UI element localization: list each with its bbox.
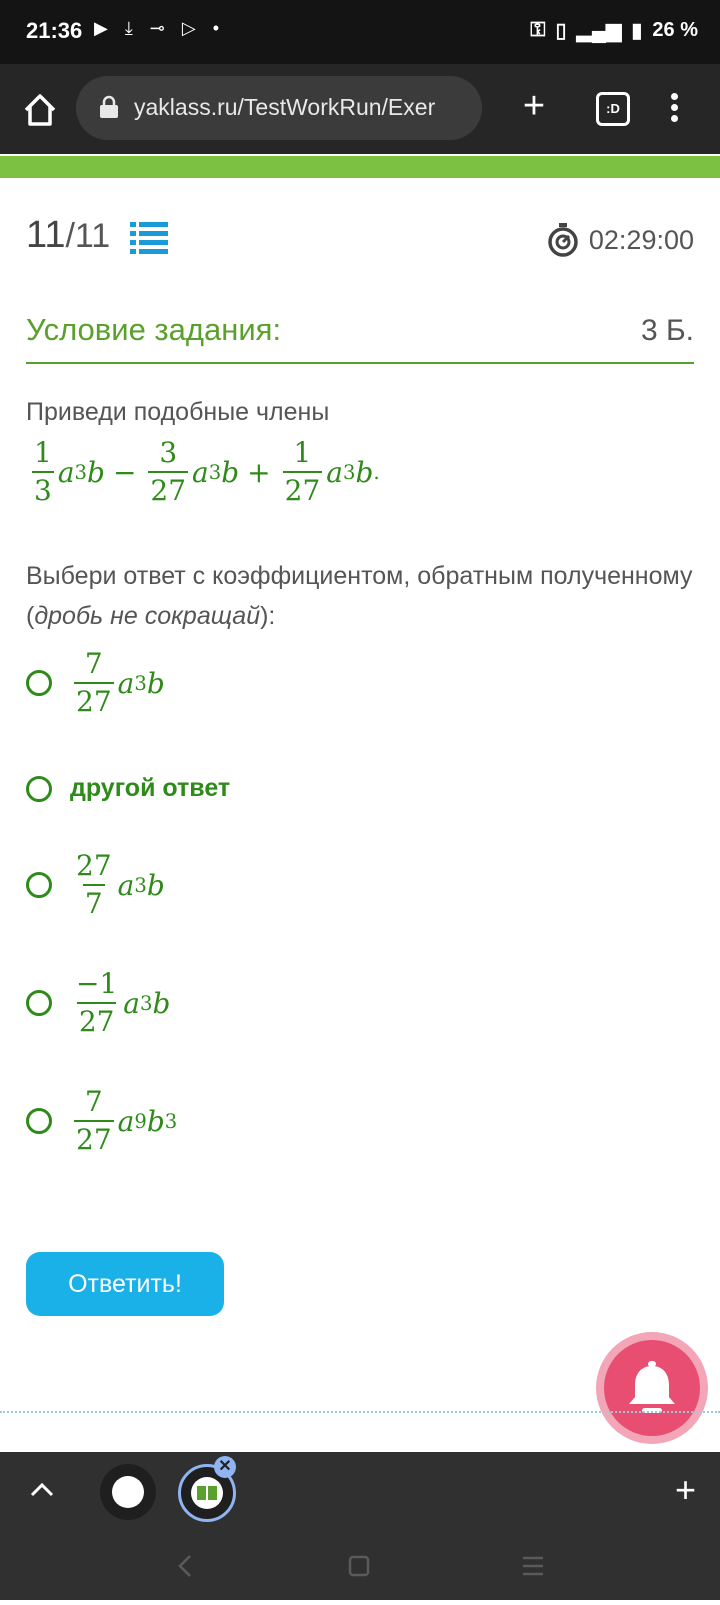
radio-button[interactable]: [26, 1108, 52, 1134]
radio-button[interactable]: [26, 872, 52, 898]
progress-bar: [0, 156, 720, 178]
answer-option-3[interactable]: $\frac{27}{7}$ a 3 b: [26, 852, 165, 918]
lock-icon: [98, 95, 120, 119]
answer-option-1[interactable]: $\frac{7}{27}$ a 3 b: [26, 650, 165, 716]
question-list-icon[interactable]: [130, 220, 168, 254]
home-icon[interactable]: [20, 90, 60, 130]
back-icon[interactable]: [180, 1556, 190, 1576]
notification-bell-button[interactable]: [604, 1340, 700, 1436]
fraction: $\frac{1}{3}$: [34, 436, 52, 507]
submit-button[interactable]: Ответить!: [26, 1252, 224, 1316]
fraction: $\frac{1}{27}$: [284, 436, 321, 507]
current-question: 11: [26, 214, 66, 256]
stopwatch-icon: [547, 222, 579, 258]
battery-icon: ▮: [631, 20, 643, 42]
section-divider: [26, 362, 694, 364]
total-questions: /11: [65, 217, 111, 255]
task-instruction: Выбери ответ с коэффициентом, обратным полученному (дробь не сокращай):: [26, 562, 693, 630]
chevron-up-icon[interactable]: [26, 1474, 58, 1506]
status-time: 21:36: [26, 18, 83, 43]
key-icon: ⚿: [530, 19, 546, 41]
url-text: yaklass.ru/TestWorkRun/Exer: [134, 94, 436, 120]
add-tab-button[interactable]: +: [674, 1469, 696, 1510]
system-navigation-bar: [0, 1532, 720, 1600]
answer-option-5[interactable]: $\frac{7}{27}$ a 9 b 3: [26, 1088, 177, 1154]
url-bar[interactable]: [76, 76, 482, 140]
home-nav-icon[interactable]: [350, 1557, 368, 1575]
task-prompt: Приведи подобные члены: [26, 398, 330, 426]
browser-toolbar: [0, 64, 720, 154]
timer: [547, 222, 694, 258]
notification-icons: ▶ ⤓ ⊸ ▷ •: [94, 18, 226, 38]
radio-button[interactable]: [26, 990, 52, 1016]
radio-button[interactable]: [26, 670, 52, 696]
recents-icon[interactable]: [523, 1558, 543, 1574]
answer-option-2[interactable]: другой ответ: [26, 774, 230, 803]
task-expression: $\frac{1}{3}$ a 3 b − $\frac{3}{27}$ a 3 b + $\frac{1}{27}$ a 3 b .: [34, 436, 380, 507]
menu-button[interactable]: [664, 90, 684, 130]
timer-value: 02:29:00: [588, 224, 694, 255]
dotted-divider: [0, 1411, 720, 1413]
system-icons: [530, 18, 698, 43]
answer-option-4[interactable]: $\frac{-1}{27}$ a 3 b: [26, 970, 170, 1036]
bottom-tab-bar: [0, 1452, 720, 1532]
task-points: 3 Б.: [640, 314, 694, 347]
tab-switcher-button[interactable]: :D: [596, 92, 630, 126]
battery-level: 26 %: [652, 19, 698, 41]
question-counter: [26, 214, 110, 257]
close-icon[interactable]: ✕: [214, 1456, 236, 1478]
radio-button[interactable]: [26, 776, 52, 802]
vibrate-icon: ▯: [555, 20, 567, 42]
status-bar: [0, 0, 720, 64]
signal-icon: ▂▄▆: [576, 20, 622, 42]
section-title: Условие задания:: [26, 312, 282, 347]
book-icon: [191, 1477, 223, 1509]
bell-icon: [604, 1340, 700, 1436]
new-tab-button[interactable]: +: [522, 85, 546, 127]
tab-thumbnail[interactable]: [100, 1464, 156, 1520]
site-favicon: [112, 1476, 144, 1508]
fraction: $\frac{3}{27}$: [150, 436, 187, 507]
